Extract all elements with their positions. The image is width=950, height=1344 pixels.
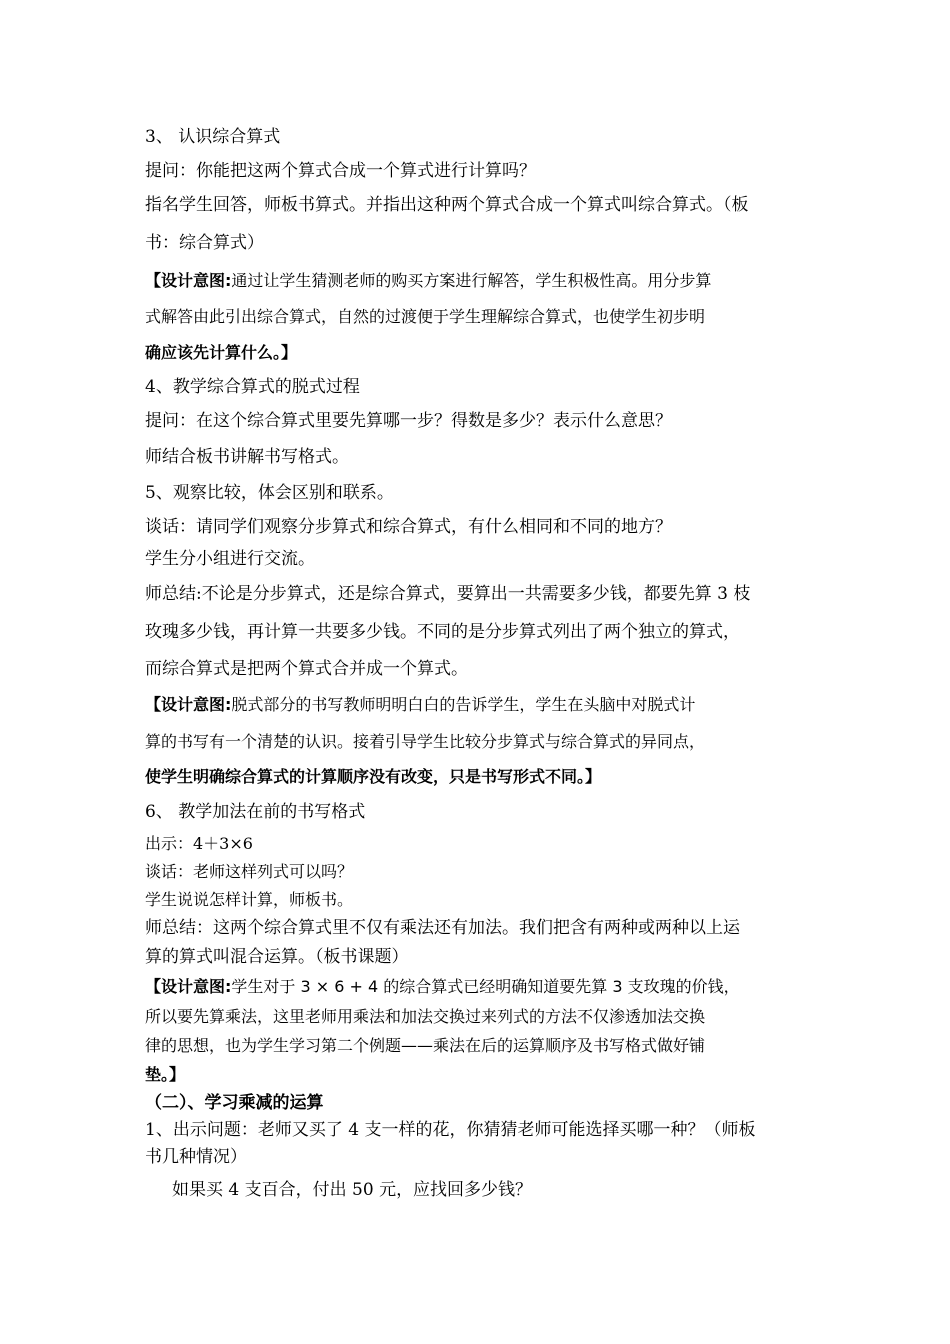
paragraph: 学生分小组进行交流。 [145,549,315,569]
paragraph: 书几种情况） [145,1147,247,1167]
design-intent-3-cont: 所以要先算乘法，这里老师用乘法和加法交换过来列式的方法不仅渗透加法交换 [145,1007,706,1026]
paragraph: 师总结:不论是分步算式，还是综合算式，要算出一共需要多少钱，都要先算 3 枝 [145,584,751,604]
design-intent-2 [145,694,815,716]
paragraph: 谈话：请同学们观察分步算式和综合算式，有什么相同和不同的地方？ [145,517,672,537]
design-intent-1 [145,270,815,292]
design-intent-text: 通过让学生猜测老师的购买方案进行解答，学生积极性高。用分步算 [231,271,712,290]
design-intent-3-end: 垫。】 [145,1065,186,1084]
design-intent-3 [145,976,815,998]
heading-5: 5、观察比较，体会区别和联系。 [145,483,394,503]
design-intent-label: 【设计意图: [145,977,232,996]
heading-4: 4、教学综合算式的脱式过程 [145,377,360,397]
paragraph: 指名学生回答，师板书算式。并指出这种两个算式合成一个算式叫综合算式。（板 [145,195,749,215]
paragraph: 提问：在这个综合算式里要先算哪一步？得数是多少？表示什么意思？ [145,411,672,431]
paragraph: 玫瑰多少钱，再计算一共要多少钱。不同的是分步算式列出了两个独立的算式， [145,622,740,642]
design-intent-1-end: 确应该先计算什么。】 [145,343,298,362]
design-intent-3-cont: 律的思想，也为学生学习第二个例题——乘法在后的运算顺序及书写格式做好铺 [145,1036,706,1055]
paragraph: 1、出示问题：老师又买了 4 支一样的花，你猜猜老师可能选择买哪一种？（师板 [145,1120,756,1140]
design-intent-1-cont: 式解答由此引出综合算式，自然的过渡便于学生理解综合算式，也使学生初步明 [145,307,706,326]
heading-6: 6、 教学加法在前的书写格式 [145,802,366,822]
design-intent-label: 【设计意图: [145,271,232,290]
paragraph: 算的算式叫混合运算。（板书课题） [145,947,409,967]
section-heading: （二）、学习乘减的运算 [145,1093,324,1113]
heading-3: 3、 认识综合算式 [145,127,281,147]
paragraph: 如果买 4 支百合，付出 50 元，应找回多少钱？ [172,1180,533,1200]
design-intent-text: 脱式部分的书写教师明明白白的告诉学生，学生在头脑中对脱式计 [231,695,696,714]
paragraph: 师结合板书讲解书写格式。 [145,447,349,467]
design-intent-2-cont: 算的书写有一个清楚的认识。接着引导学生比较分步算式与综合算式的异同点， [145,732,706,751]
paragraph: 书：综合算式） [145,233,264,253]
design-intent-label: 【设计意图: [145,695,232,714]
paragraph: 学生说说怎样计算，师板书。 [145,890,354,909]
design-intent-2-end: 使学生明确综合算式的计算顺序没有改变，只是书写形式不同。】 [145,767,602,786]
paragraph: 师总结：这两个综合算式里不仅有乘法还有加法。我们把含有两种或两种以上运 [145,918,740,938]
design-intent-text: 学生对于 3 × 6 + 4 的综合算式已经明确知道要先算 3 支玫瑰的价钱， [231,977,740,996]
paragraph: 谈话：老师这样列式可以吗？ [145,862,354,881]
paragraph: 出示：4＋3×6 [145,834,253,853]
paragraph: 而综合算式是把两个算式合并成一个算式。 [145,659,468,679]
paragraph: 提问：你能把这两个算式合成一个算式进行计算吗？ [145,161,536,181]
